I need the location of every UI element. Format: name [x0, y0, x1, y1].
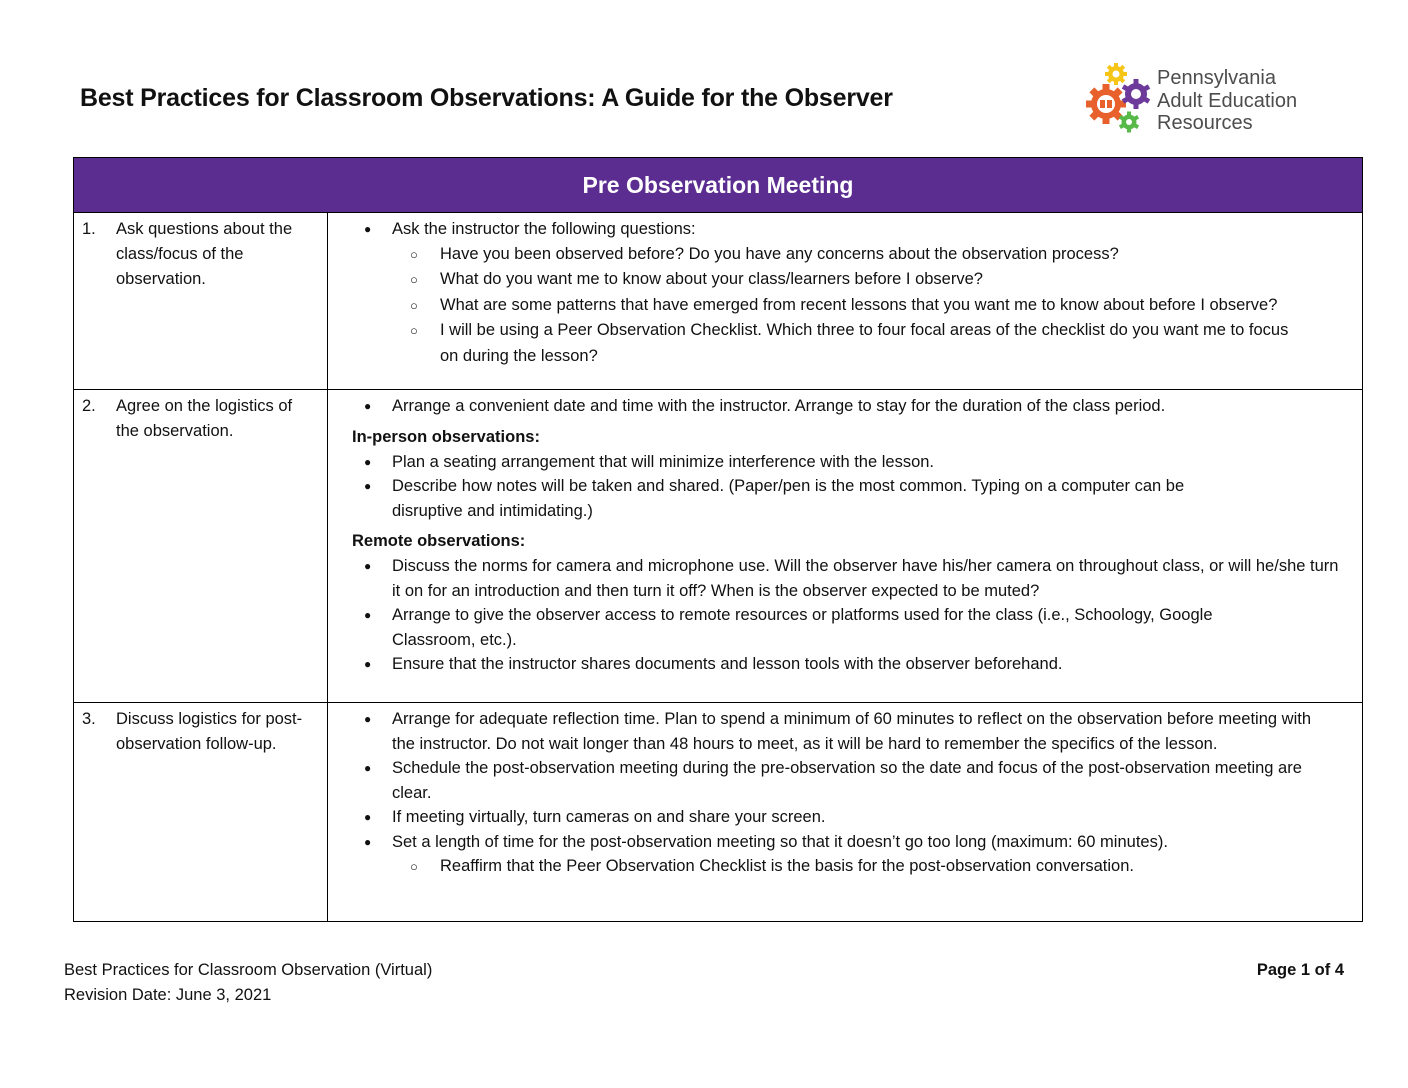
- step-number: 1.: [82, 220, 96, 238]
- footer-revision-date: Revision Date: June 3, 2021: [64, 985, 272, 1004]
- bullet-item: ● If meeting virtually, turn cameras on and share your screen.: [352, 805, 1332, 830]
- footer-left: [64, 958, 432, 1007]
- step-text: Agree on the logistics of the observation.: [116, 397, 293, 440]
- step-text: Discuss logistics for post-observation follow-up.: [116, 710, 303, 753]
- details-cell: [328, 703, 1363, 922]
- step-cell: [74, 213, 328, 390]
- step-text: Ask questions about the class/focus of the observation.: [116, 220, 293, 288]
- pa-adult-education-logo: [1086, 62, 1346, 138]
- bullet-item: ● Arrange a convenient date and time with the instructor. Arrange to stay for the duration of the class period.: [352, 394, 1342, 419]
- remote-heading: Remote observations:: [352, 532, 526, 550]
- logo-line-2: Adult Education: [1157, 89, 1298, 112]
- logo-line-1: Pennsylvania: [1157, 67, 1276, 89]
- footer-document-name: Best Practices for Classroom Observation (Virtual): [64, 961, 433, 979]
- bullet-item: ● Set a length of time for the post-observation meeting so that it doesn’t go too long (maximum: 60 minutes).: [352, 830, 1332, 855]
- document-title: Best Practices for Classroom Observations: A Guide for the Observer: [80, 84, 893, 112]
- sub-bullet-item: ○ Have you been observed before? Do you have any concerns about the observation process?: [352, 242, 1362, 268]
- bullet-item: ● Ask the instructor the following questions:: [352, 217, 1362, 242]
- pre-observation-table: [73, 157, 1363, 922]
- details-cell: [328, 390, 1363, 703]
- gears-icon: [1086, 62, 1156, 138]
- bullet-item: ● Arrange for adequate reflection time. Plan to spend a minimum of 60 minutes to reflect on the observation before meeting with the instructor. Do not wait longer than 48 hours to meet, as it will be hard to remember the specifics of the lesson.: [352, 707, 1332, 756]
- sub-bullet-item: ○ What are some patterns that have emerged from recent lessons that you want me to know about before I observe?: [352, 293, 1362, 319]
- bullet-item: ● Plan a seating arrangement that will minimize interference with the lesson.: [352, 450, 1342, 475]
- bullet-item: ● Describe how notes will be taken and shared. (Paper/pen is the most common. Typing on a computer can be disruptive and intimidating.): [352, 474, 1342, 523]
- table-header: Pre Observation Meeting: [74, 158, 1363, 213]
- details-cell: [328, 213, 1363, 390]
- sub-bullet-item: ○ Reaffirm that the Peer Observation Checklist is the basis for the post-observation conversation.: [352, 854, 1332, 880]
- step-number: 2.: [82, 397, 96, 415]
- step-number: 3.: [82, 710, 96, 728]
- in-person-heading: In-person observations:: [352, 427, 540, 446]
- bullet-item: ● Discuss the norms for camera and microphone use. Will the observer have his/her camera on throughout class, or will he/she turn it on for an introduction and then turn it off? When is the observer expected to be muted?: [352, 554, 1342, 603]
- bullet-item: ● Schedule the post-observation meeting during the pre-observation so the date and focus of the post-observation meeting are clear.: [352, 756, 1332, 805]
- sub-bullet-item: ○ What do you want me to know about your class/learners before I observe?: [352, 267, 1362, 293]
- step-cell: [74, 703, 328, 922]
- sub-bullet-item: ○ I will be using a Peer Observation Checklist. Which three to four focal areas of the checklist do you want me to focus on during the lesson?: [352, 318, 1362, 369]
- bullet-item: ● Arrange to give the observer access to remote resources or platforms used for the class (i.e., Schoology, Google Classroom, etc.).: [352, 603, 1342, 652]
- page-number: Page 1 of 4: [1256, 961, 1344, 979]
- table-row: [74, 390, 1363, 703]
- table-row: [74, 703, 1363, 922]
- bullet-item: ● Ensure that the instructor shares documents and lesson tools with the observer beforehand.: [352, 652, 1342, 677]
- step-cell: [74, 390, 328, 703]
- logo-line-3: Resources: [1157, 112, 1253, 134]
- table-row: [74, 213, 1363, 390]
